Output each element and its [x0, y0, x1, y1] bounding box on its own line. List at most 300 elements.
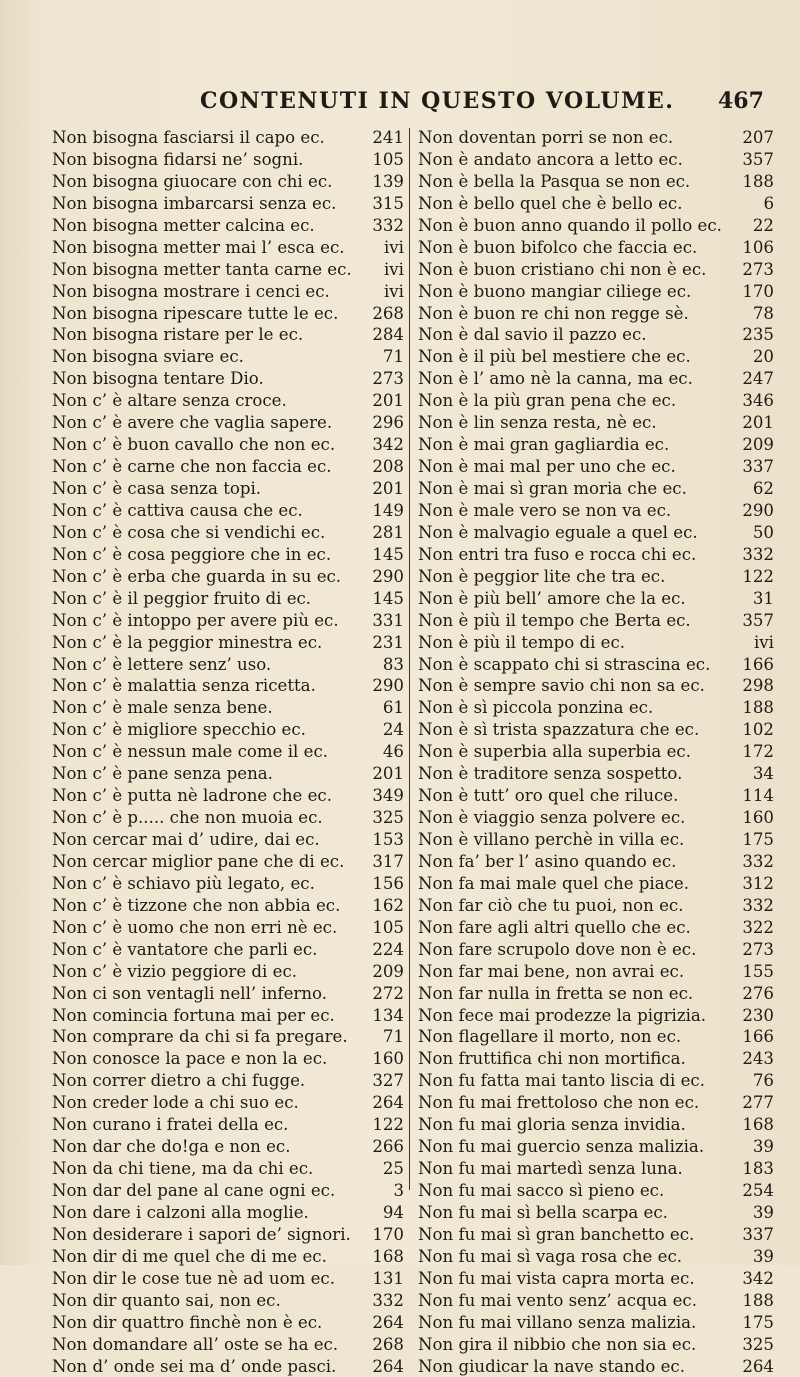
entry-page-number: 3	[393, 1180, 404, 1202]
entry-text: Non c’ è vizio peggiore di ec.	[52, 961, 297, 983]
entry-page-number: 166	[742, 1026, 774, 1048]
entry-text: Non desiderare i sapori de’ signori.	[52, 1224, 351, 1246]
index-entry	[418, 324, 774, 346]
index-entry	[418, 1136, 774, 1158]
index-entry	[418, 1070, 774, 1092]
index-entry	[418, 939, 774, 961]
index-entry	[52, 939, 404, 961]
index-entry	[52, 961, 404, 983]
entry-text: Non è più il tempo di ec.	[418, 632, 625, 654]
index-entry	[52, 500, 404, 522]
index-entry	[52, 237, 404, 259]
entry-page-number: 312	[742, 873, 774, 895]
entry-page-number: 201	[372, 763, 404, 785]
index-entry	[418, 500, 774, 522]
index-entry	[52, 1334, 404, 1356]
entry-text: Non è scappato chi si strascina ec.	[418, 654, 710, 676]
entry-page-number: 175	[742, 1312, 774, 1334]
entry-text: Non cercar miglior pane che di ec.	[52, 851, 344, 873]
entry-page-number: 273	[742, 939, 774, 961]
index-entry	[418, 807, 774, 829]
entry-text: Non è villano perchè in villa ec.	[418, 829, 684, 851]
entry-page-number: 268	[372, 303, 404, 325]
entry-page-number: 276	[742, 983, 774, 1005]
entry-page-number: 231	[372, 632, 404, 654]
entry-text: Non fu mai vento senz’ acqua ec.	[418, 1290, 697, 1312]
entry-text: Non fa mai male quel che piace.	[418, 873, 689, 895]
index-entry	[52, 368, 404, 390]
entry-text: Non bisogna ristare per le ec.	[52, 324, 303, 346]
page-number: 467	[718, 88, 764, 114]
index-entry	[52, 412, 404, 434]
entry-page-number: 183	[742, 1158, 774, 1180]
index-column-left	[52, 127, 404, 1377]
entry-page-number: 102	[742, 719, 774, 741]
entry-text: Non è sì trista spazzatura che ec.	[418, 719, 699, 741]
entry-text: Non è malvagio eguale a quel ec.	[418, 522, 698, 544]
entry-page-number: 83	[383, 654, 404, 676]
entry-text: Non c’ è cosa che si vendichi ec.	[52, 522, 325, 544]
entry-page-number: 277	[742, 1092, 774, 1114]
entry-page-number: 22	[753, 215, 774, 237]
index-entry	[418, 237, 774, 259]
entry-text: Non comprare da chi si fa pregare.	[52, 1026, 348, 1048]
index-entry	[418, 654, 774, 676]
entry-text: Non c’ è carne che non faccia ec.	[52, 456, 332, 478]
entry-page-number: 39	[753, 1246, 774, 1268]
index-entry	[418, 346, 774, 368]
entry-page-number: 325	[742, 1334, 774, 1356]
index-entry	[418, 1005, 774, 1027]
index-entry	[52, 1114, 404, 1136]
index-entry	[52, 1048, 404, 1070]
entry-text: Non flagellare il morto, non ec.	[418, 1026, 681, 1048]
entry-page-number: 342	[742, 1268, 774, 1290]
entry-page-number: 331	[372, 610, 404, 632]
entry-text: Non è sì piccola ponzina ec.	[418, 697, 653, 719]
index-entry	[418, 588, 774, 610]
entry-page-number: 106	[742, 237, 774, 259]
index-entry	[418, 390, 774, 412]
entry-text: Non fa’ ber l’ asino quando ec.	[418, 851, 676, 873]
entry-page-number: 71	[383, 1026, 404, 1048]
entry-text: Non cercar mai d’ udire, dai ec.	[52, 829, 320, 851]
entry-text: Non c’ è malattia senza ricetta.	[52, 675, 316, 697]
index-entry	[418, 741, 774, 763]
entry-text: Non è più bell’ amore che la ec.	[418, 588, 686, 610]
index-entry	[52, 1356, 404, 1377]
entry-text: Non fu mai martedì senza luna.	[418, 1158, 683, 1180]
entry-text: Non domandare all’ oste se ha ec.	[52, 1334, 338, 1356]
index-entry	[418, 1312, 774, 1334]
index-entry	[418, 127, 774, 149]
entry-text: Non è mai gran gagliardia ec.	[418, 434, 669, 456]
index-entry	[418, 1356, 774, 1377]
entry-text: Non correr dietro a chi fugge.	[52, 1070, 305, 1092]
index-entry	[418, 281, 774, 303]
entry-text: Non gira il nibbio che non sia ec.	[418, 1334, 696, 1356]
index-entry	[52, 259, 404, 281]
index-entry	[418, 544, 774, 566]
entry-page-number: 247	[742, 368, 774, 390]
entry-page-number: 62	[753, 478, 774, 500]
index-entry	[418, 1092, 774, 1114]
index-entry	[52, 456, 404, 478]
entry-text: Non bisogna fasciarsi il capo ec.	[52, 127, 325, 149]
index-entry	[52, 1180, 404, 1202]
entry-page-number: 346	[742, 390, 774, 412]
index-entry	[418, 873, 774, 895]
entry-page-number: 207	[742, 127, 774, 149]
entry-text: Non fu mai guercio senza malizia.	[418, 1136, 704, 1158]
entry-page-number: 160	[742, 807, 774, 829]
entry-text: Non c’ è uomo che non erri nè ec.	[52, 917, 337, 939]
entry-page-number: ivi	[754, 632, 774, 654]
index-entry	[52, 1312, 404, 1334]
entry-text: Non è mai mal per uno che ec.	[418, 456, 676, 478]
index-entry	[418, 368, 774, 390]
index-entry	[52, 785, 404, 807]
index-entry	[52, 1136, 404, 1158]
index-entry	[418, 961, 774, 983]
index-entry	[52, 829, 404, 851]
entry-page-number: 172	[742, 741, 774, 763]
index-entry	[418, 1246, 774, 1268]
column-divider	[409, 128, 410, 1190]
entry-text: Non c’ è lettere senz’ uso.	[52, 654, 271, 676]
entry-page-number: 162	[372, 895, 404, 917]
entry-text: Non fu mai frettoloso che non ec.	[418, 1092, 699, 1114]
entry-page-number: 24	[383, 719, 404, 741]
index-entry	[52, 697, 404, 719]
entry-text: Non dar che do!ga e non ec.	[52, 1136, 290, 1158]
index-entry	[418, 478, 774, 500]
entry-page-number: 145	[372, 544, 404, 566]
index-entry	[52, 632, 404, 654]
entry-page-number: 145	[372, 588, 404, 610]
entry-text: Non far mai bene, non avrai ec.	[418, 961, 684, 983]
index-entry	[52, 346, 404, 368]
entry-page-number: 122	[742, 566, 774, 588]
index-entry	[418, 566, 774, 588]
entry-text: Non bisogna sviare ec.	[52, 346, 244, 368]
entry-text: Non è la più gran pena che ec.	[418, 390, 676, 412]
entry-page-number: ivi	[384, 237, 404, 259]
entry-page-number: 31	[753, 588, 774, 610]
index-entry	[52, 1092, 404, 1114]
entry-text: Non è peggior lite che tra ec.	[418, 566, 665, 588]
index-entry	[418, 1048, 774, 1070]
entry-page-number: 114	[742, 785, 774, 807]
entry-page-number: 105	[372, 917, 404, 939]
entry-page-number: 166	[742, 654, 774, 676]
entry-text: Non bisogna fidarsi ne’ sogni.	[52, 149, 303, 171]
entry-text: Non entri tra fuso e rocca chi ec.	[418, 544, 696, 566]
entry-text: Non far nulla in fretta se non ec.	[418, 983, 693, 1005]
entry-page-number: 332	[372, 1290, 404, 1312]
entry-page-number: 156	[372, 873, 404, 895]
entry-page-number: 131	[372, 1268, 404, 1290]
entry-page-number: ivi	[384, 281, 404, 303]
entry-page-number: 139	[372, 171, 404, 193]
entry-page-number: 264	[372, 1356, 404, 1377]
entry-page-number: 149	[372, 500, 404, 522]
entry-page-number: 325	[372, 807, 404, 829]
entry-text: Non fu mai sacco sì pieno ec.	[418, 1180, 664, 1202]
index-entry	[418, 259, 774, 281]
entry-text: Non dir quanto sai, non ec.	[52, 1290, 281, 1312]
entry-page-number: 268	[372, 1334, 404, 1356]
index-entry	[52, 1158, 404, 1180]
index-entry	[418, 1114, 774, 1136]
entry-text: Non c’ è schiavo più legato, ec.	[52, 873, 315, 895]
running-head: CONTENUTI IN QUESTO VOLUME.	[200, 88, 674, 114]
entry-text: Non è sempre savio chi non sa ec.	[418, 675, 705, 697]
entry-page-number: 46	[383, 741, 404, 763]
entry-text: Non c’ è la peggior minestra ec.	[52, 632, 322, 654]
index-entry	[418, 522, 774, 544]
index-entry	[418, 632, 774, 654]
index-entry	[52, 1070, 404, 1092]
index-entry	[52, 171, 404, 193]
index-entry	[418, 851, 774, 873]
index-entry	[52, 1246, 404, 1268]
entry-page-number: 209	[372, 961, 404, 983]
index-entry	[52, 281, 404, 303]
entry-page-number: 134	[372, 1005, 404, 1027]
entry-text: Non dar del pane al cane ogni ec.	[52, 1180, 335, 1202]
entry-text: Non c’ è putta nè ladrone che ec.	[52, 785, 332, 807]
entry-text: Non d’ onde sei ma d’ onde pasci.	[52, 1356, 336, 1377]
entry-text: Non dir le cose tue nè ad uom ec.	[52, 1268, 335, 1290]
index-entry	[52, 390, 404, 412]
entry-text: Non dare i calzoni alla moglie.	[52, 1202, 309, 1224]
index-entry	[418, 895, 774, 917]
index-entry	[52, 1224, 404, 1246]
entry-page-number: 337	[742, 1224, 774, 1246]
index-entry	[52, 193, 404, 215]
index-entry	[418, 1158, 774, 1180]
entry-page-number: 170	[742, 281, 774, 303]
index-entry	[418, 1180, 774, 1202]
entry-text: Non c’ è vantatore che parli ec.	[52, 939, 317, 961]
index-entry	[418, 1224, 774, 1246]
entry-text: Non bisogna giuocare con chi ec.	[52, 171, 332, 193]
entry-page-number: 315	[372, 193, 404, 215]
entry-text: Non bisogna tentare Dio.	[52, 368, 264, 390]
index-entry	[418, 983, 774, 1005]
entry-page-number: 50	[753, 522, 774, 544]
entry-page-number: 273	[372, 368, 404, 390]
index-entry	[418, 697, 774, 719]
entry-page-number: 332	[742, 544, 774, 566]
index-entry	[52, 127, 404, 149]
index-entry	[52, 873, 404, 895]
index-entry	[418, 215, 774, 237]
entry-page-number: 208	[372, 456, 404, 478]
entry-page-number: 322	[742, 917, 774, 939]
entry-page-number: 61	[383, 697, 404, 719]
index-entry	[52, 917, 404, 939]
entry-text: Non fu mai sì gran banchetto ec.	[418, 1224, 694, 1246]
index-entry	[52, 303, 404, 325]
entry-text: Non c’ è casa senza topi.	[52, 478, 261, 500]
entry-text: Non curano i fratei della ec.	[52, 1114, 288, 1136]
entry-page-number: 230	[742, 1005, 774, 1027]
entry-page-number: 327	[372, 1070, 404, 1092]
entry-page-number: 188	[742, 697, 774, 719]
entry-text: Non c’ è p..... che non muoia ec.	[52, 807, 323, 829]
entry-page-number: 357	[742, 610, 774, 632]
index-column-right	[418, 127, 774, 1377]
entry-text: Non fu mai sì bella scarpa ec.	[418, 1202, 668, 1224]
entry-page-number: 357	[742, 149, 774, 171]
entry-text: Non c’ è buon cavallo che non ec.	[52, 434, 335, 456]
entry-page-number: 168	[372, 1246, 404, 1268]
index-entry	[52, 1202, 404, 1224]
entry-page-number: 6	[763, 193, 774, 215]
index-entry	[52, 983, 404, 1005]
entry-text: Non è superbia alla superbia ec.	[418, 741, 691, 763]
index-entry	[418, 303, 774, 325]
entry-text: Non è buono mangiar ciliege ec.	[418, 281, 691, 303]
entry-page-number: 264	[372, 1092, 404, 1114]
index-entry	[52, 434, 404, 456]
entry-page-number: 281	[372, 522, 404, 544]
entry-text: Non c’ è il peggior fruito di ec.	[52, 588, 311, 610]
index-entry	[52, 741, 404, 763]
entry-text: Non giudicar la nave stando ec.	[418, 1356, 685, 1377]
entry-text: Non c’ è pane senza pena.	[52, 763, 273, 785]
entry-page-number: 39	[753, 1202, 774, 1224]
index-entry	[418, 1268, 774, 1290]
index-entry	[418, 610, 774, 632]
entry-page-number: 332	[372, 215, 404, 237]
entry-text: Non fare agli altri quello che ec.	[418, 917, 691, 939]
entry-text: Non bisogna mostrare i cenci ec.	[52, 281, 330, 303]
entry-text: Non bisogna imbarcarsi senza ec.	[52, 193, 336, 215]
index-entry	[418, 1290, 774, 1312]
index-entry	[52, 675, 404, 697]
entry-page-number: 264	[742, 1356, 774, 1377]
index-entry	[52, 324, 404, 346]
index-entry	[52, 544, 404, 566]
entry-page-number: 235	[742, 324, 774, 346]
entry-page-number: 264	[372, 1312, 404, 1334]
entry-page-number: 39	[753, 1136, 774, 1158]
index-entry	[52, 478, 404, 500]
entry-text: Non è lin senza resta, nè ec.	[418, 412, 657, 434]
entry-text: Non c’ è male senza bene.	[52, 697, 273, 719]
index-entry	[52, 1005, 404, 1027]
entry-text: Non fu mai villano senza malizia.	[418, 1312, 696, 1334]
index-entry	[52, 1026, 404, 1048]
entry-text: Non dir di me quel che di me ec.	[52, 1246, 327, 1268]
entry-page-number: 290	[372, 566, 404, 588]
index-entry	[418, 1026, 774, 1048]
page-header	[0, 88, 800, 118]
index-entry	[52, 1290, 404, 1312]
entry-text: Non è l’ amo nè la canna, ma ec.	[418, 368, 693, 390]
entry-text: Non c’ è intoppo per avere più ec.	[52, 610, 339, 632]
entry-text: Non fu mai gloria senza invidia.	[418, 1114, 686, 1136]
entry-text: Non c’ è erba che guarda in su ec.	[52, 566, 341, 588]
entry-text: Non è dal savio il pazzo ec.	[418, 324, 647, 346]
index-entry	[418, 829, 774, 851]
entry-page-number: 332	[742, 895, 774, 917]
entry-page-number: 105	[372, 149, 404, 171]
index-entry	[52, 719, 404, 741]
index-entry	[52, 149, 404, 171]
entry-text: Non è bello quel che è bello ec.	[418, 193, 682, 215]
entry-text: Non è buon cristiano chi non è ec.	[418, 259, 706, 281]
entry-text: Non bisogna metter mai l’ esca ec.	[52, 237, 345, 259]
entry-page-number: 122	[372, 1114, 404, 1136]
entry-page-number: 332	[742, 851, 774, 873]
entry-page-number: 94	[383, 1202, 404, 1224]
entry-page-number: 296	[372, 412, 404, 434]
index-entry	[418, 1202, 774, 1224]
index-entry	[52, 851, 404, 873]
entry-page-number: 153	[372, 829, 404, 851]
index-entry	[52, 763, 404, 785]
entry-page-number: 272	[372, 983, 404, 1005]
entry-text: Non è buon bifolco che faccia ec.	[418, 237, 697, 259]
index-entry	[418, 1334, 774, 1356]
entry-page-number: 175	[742, 829, 774, 851]
entry-page-number: 298	[742, 675, 774, 697]
entry-text: Non fu mai sì vaga rosa che ec.	[418, 1246, 682, 1268]
entry-page-number: 241	[372, 127, 404, 149]
index-entry	[418, 412, 774, 434]
entry-page-number: 201	[372, 390, 404, 412]
index-entry	[52, 588, 404, 610]
entry-text: Non è più il tempo che Berta ec.	[418, 610, 691, 632]
entry-text: Non fece mai prodezze la pigrizia.	[418, 1005, 706, 1027]
entry-page-number: 342	[372, 434, 404, 456]
entry-page-number: 78	[753, 303, 774, 325]
entry-text: Non c’ è nessun male come il ec.	[52, 741, 328, 763]
entry-page-number: 273	[742, 259, 774, 281]
entry-text: Non è bella la Pasqua se non ec.	[418, 171, 690, 193]
entry-text: Non comincia fortuna mai per ec.	[52, 1005, 335, 1027]
entry-page-number: 201	[742, 412, 774, 434]
entry-text: Non c’ è avere che vaglia sapere.	[52, 412, 332, 434]
entry-text: Non fare scrupolo dove non è ec.	[418, 939, 696, 961]
entry-text: Non c’ è altare senza croce.	[52, 390, 287, 412]
entry-text: Non bisogna ripescare tutte le ec.	[52, 303, 338, 325]
index-entry	[52, 566, 404, 588]
index-entry	[418, 763, 774, 785]
entry-text: Non è andato ancora a letto ec.	[418, 149, 683, 171]
entry-page-number: 25	[383, 1158, 404, 1180]
index-entry	[52, 610, 404, 632]
entry-text: Non fruttifica chi non mortifica.	[418, 1048, 686, 1070]
entry-page-number: 290	[372, 675, 404, 697]
index-entry	[52, 522, 404, 544]
entry-text: Non fu fatta mai tanto liscia di ec.	[418, 1070, 705, 1092]
entry-page-number: 188	[742, 1290, 774, 1312]
entry-page-number: 209	[742, 434, 774, 456]
index-entry	[418, 675, 774, 697]
entry-text: Non da chi tiene, ma da chi ec.	[52, 1158, 313, 1180]
entry-text: Non è il più bel mestiere che ec.	[418, 346, 691, 368]
entry-page-number: 170	[372, 1224, 404, 1246]
entry-page-number: 76	[753, 1070, 774, 1092]
entry-page-number: 284	[372, 324, 404, 346]
entry-text: Non è tutt’ oro quel che riluce.	[418, 785, 678, 807]
index-entry	[418, 719, 774, 741]
